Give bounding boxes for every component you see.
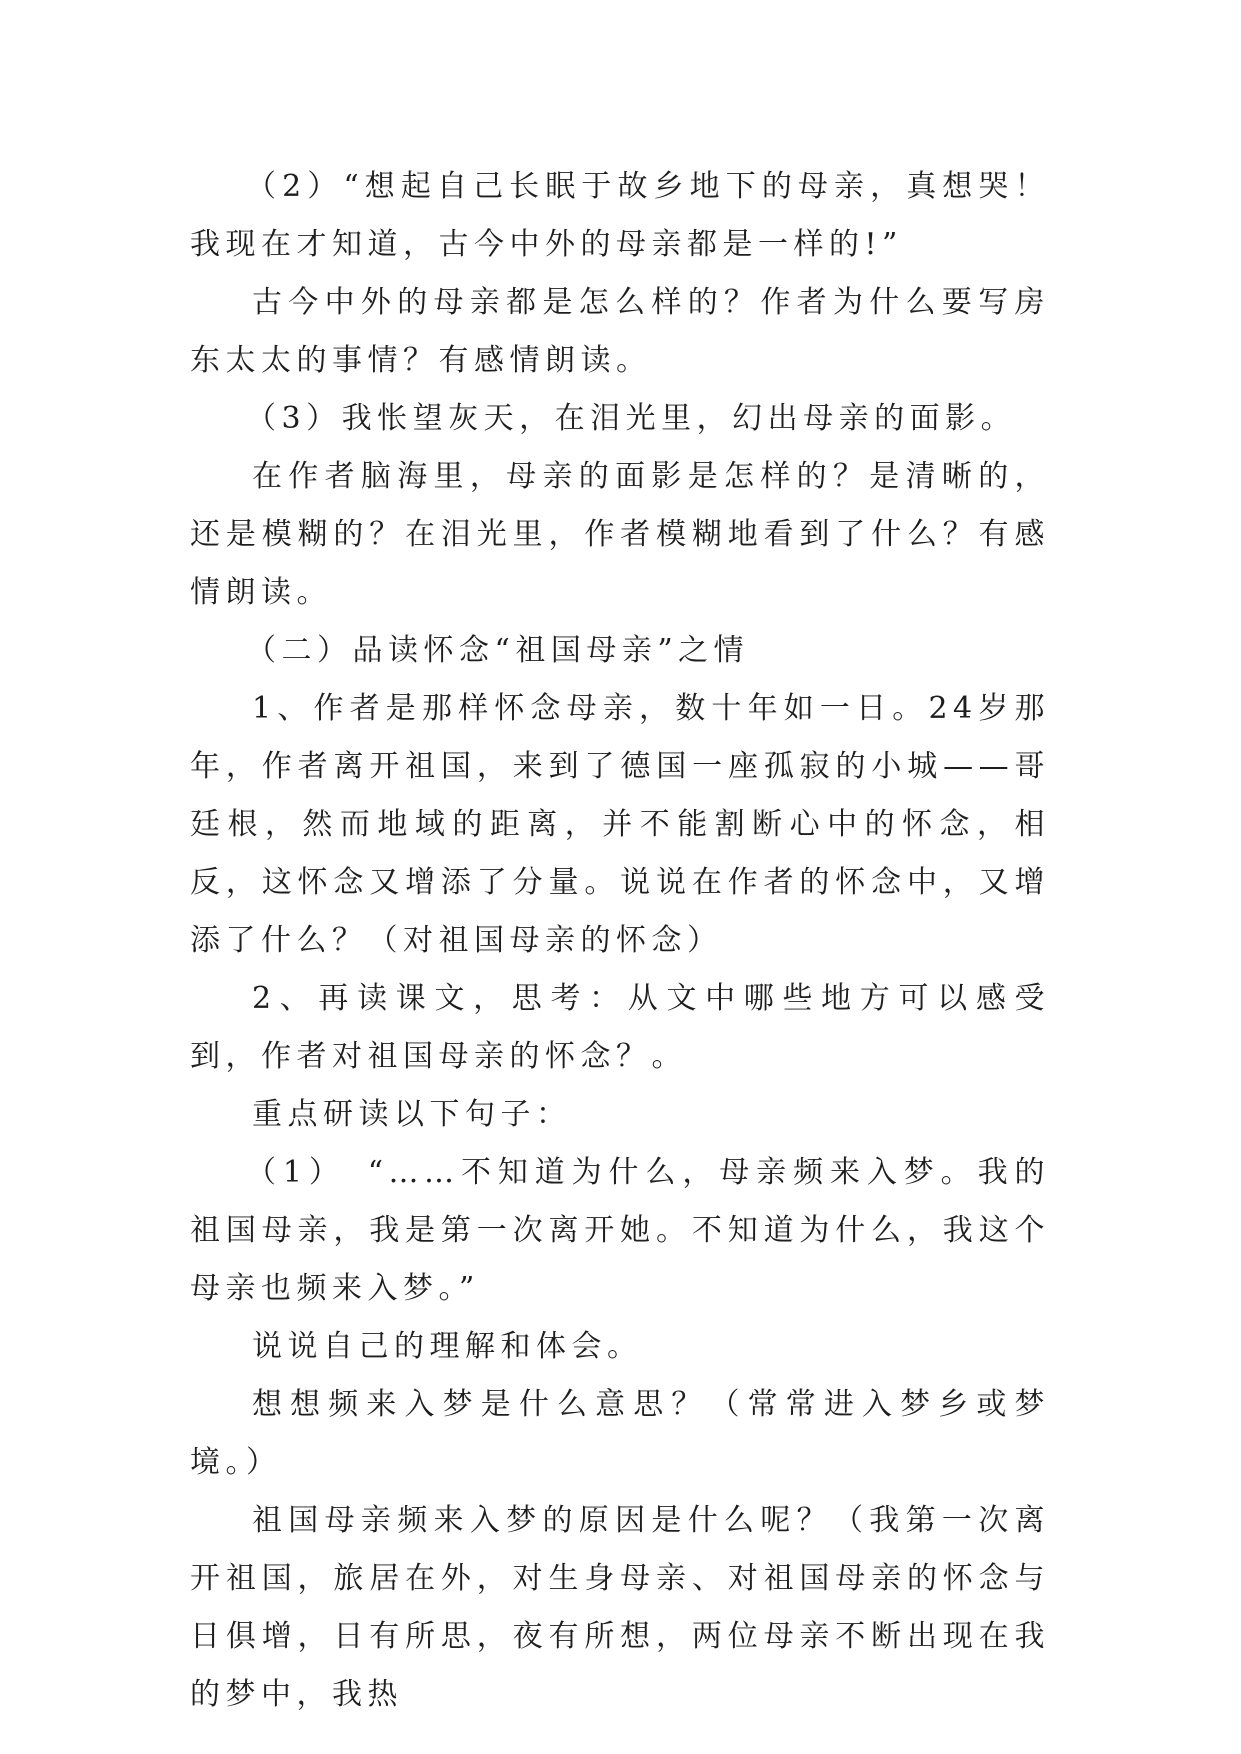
section-heading: （二）品读怀念“祖国母亲”之情 <box>246 633 750 668</box>
paragraph-point-1: 1、作者是那样怀念母亲，数十年如一日。24岁那年，作者离开祖国，来到了德国一座孤寂的小城——哥廷根，然而地域的距离，并不能割断心中的怀念，相反，这怀念又增添了分量。说说在作者的怀念中，又增添了什么？（对祖国母亲的怀念） <box>190 691 1050 958</box>
paragraph-question-mothers: 古今中外的母亲都是怎么样的？作者为什么要写房东太太的事情？有感情朗读。 <box>190 285 1050 378</box>
document-body <box>190 158 1050 1724</box>
paragraph-point-2: 2、再读课文，思考：从文中哪些地方可以感受到，作者对祖国母亲的怀念？。 <box>190 981 1050 1074</box>
paragraph-question-image: 在作者脑海里，母亲的面影是怎样的？是清晰的，还是模糊的？在泪光里，作者模糊地看到了什么？有感情朗读。 <box>190 459 1050 610</box>
paragraph-prompt-meaning: 想想频来入梦是什么意思？（常常进入梦乡或梦境。） <box>190 1387 1050 1480</box>
paragraph-quote-2: （2）“想起自己长眠于故乡地下的母亲，真想哭！我现在才知道，古今中外的母亲都是一样的!” <box>190 169 1050 262</box>
paragraph-prompt-reason: 祖国母亲频来入梦的原因是什么呢？（我第一次离开祖国，旅居在外，对生身母亲、对祖国母亲的怀念与日俱增，日有所思，夜有所想，两位母亲不断出现在我的梦中，我热 <box>190 1503 1050 1712</box>
paragraph-focus-intro: 重点研读以下句子： <box>252 1097 572 1132</box>
paragraph-quote-1: （1） “……不知道为什么，母亲频来入梦。我的祖国母亲，我是第一次离开她。不知道为什么，我这个母亲也频来入梦。” <box>190 1155 1050 1306</box>
paragraph-quote-3: （3）我怅望灰天，在泪光里，幻出母亲的面影。 <box>246 401 1017 436</box>
paragraph-prompt-understanding: 说说自己的理解和体会。 <box>252 1329 643 1364</box>
